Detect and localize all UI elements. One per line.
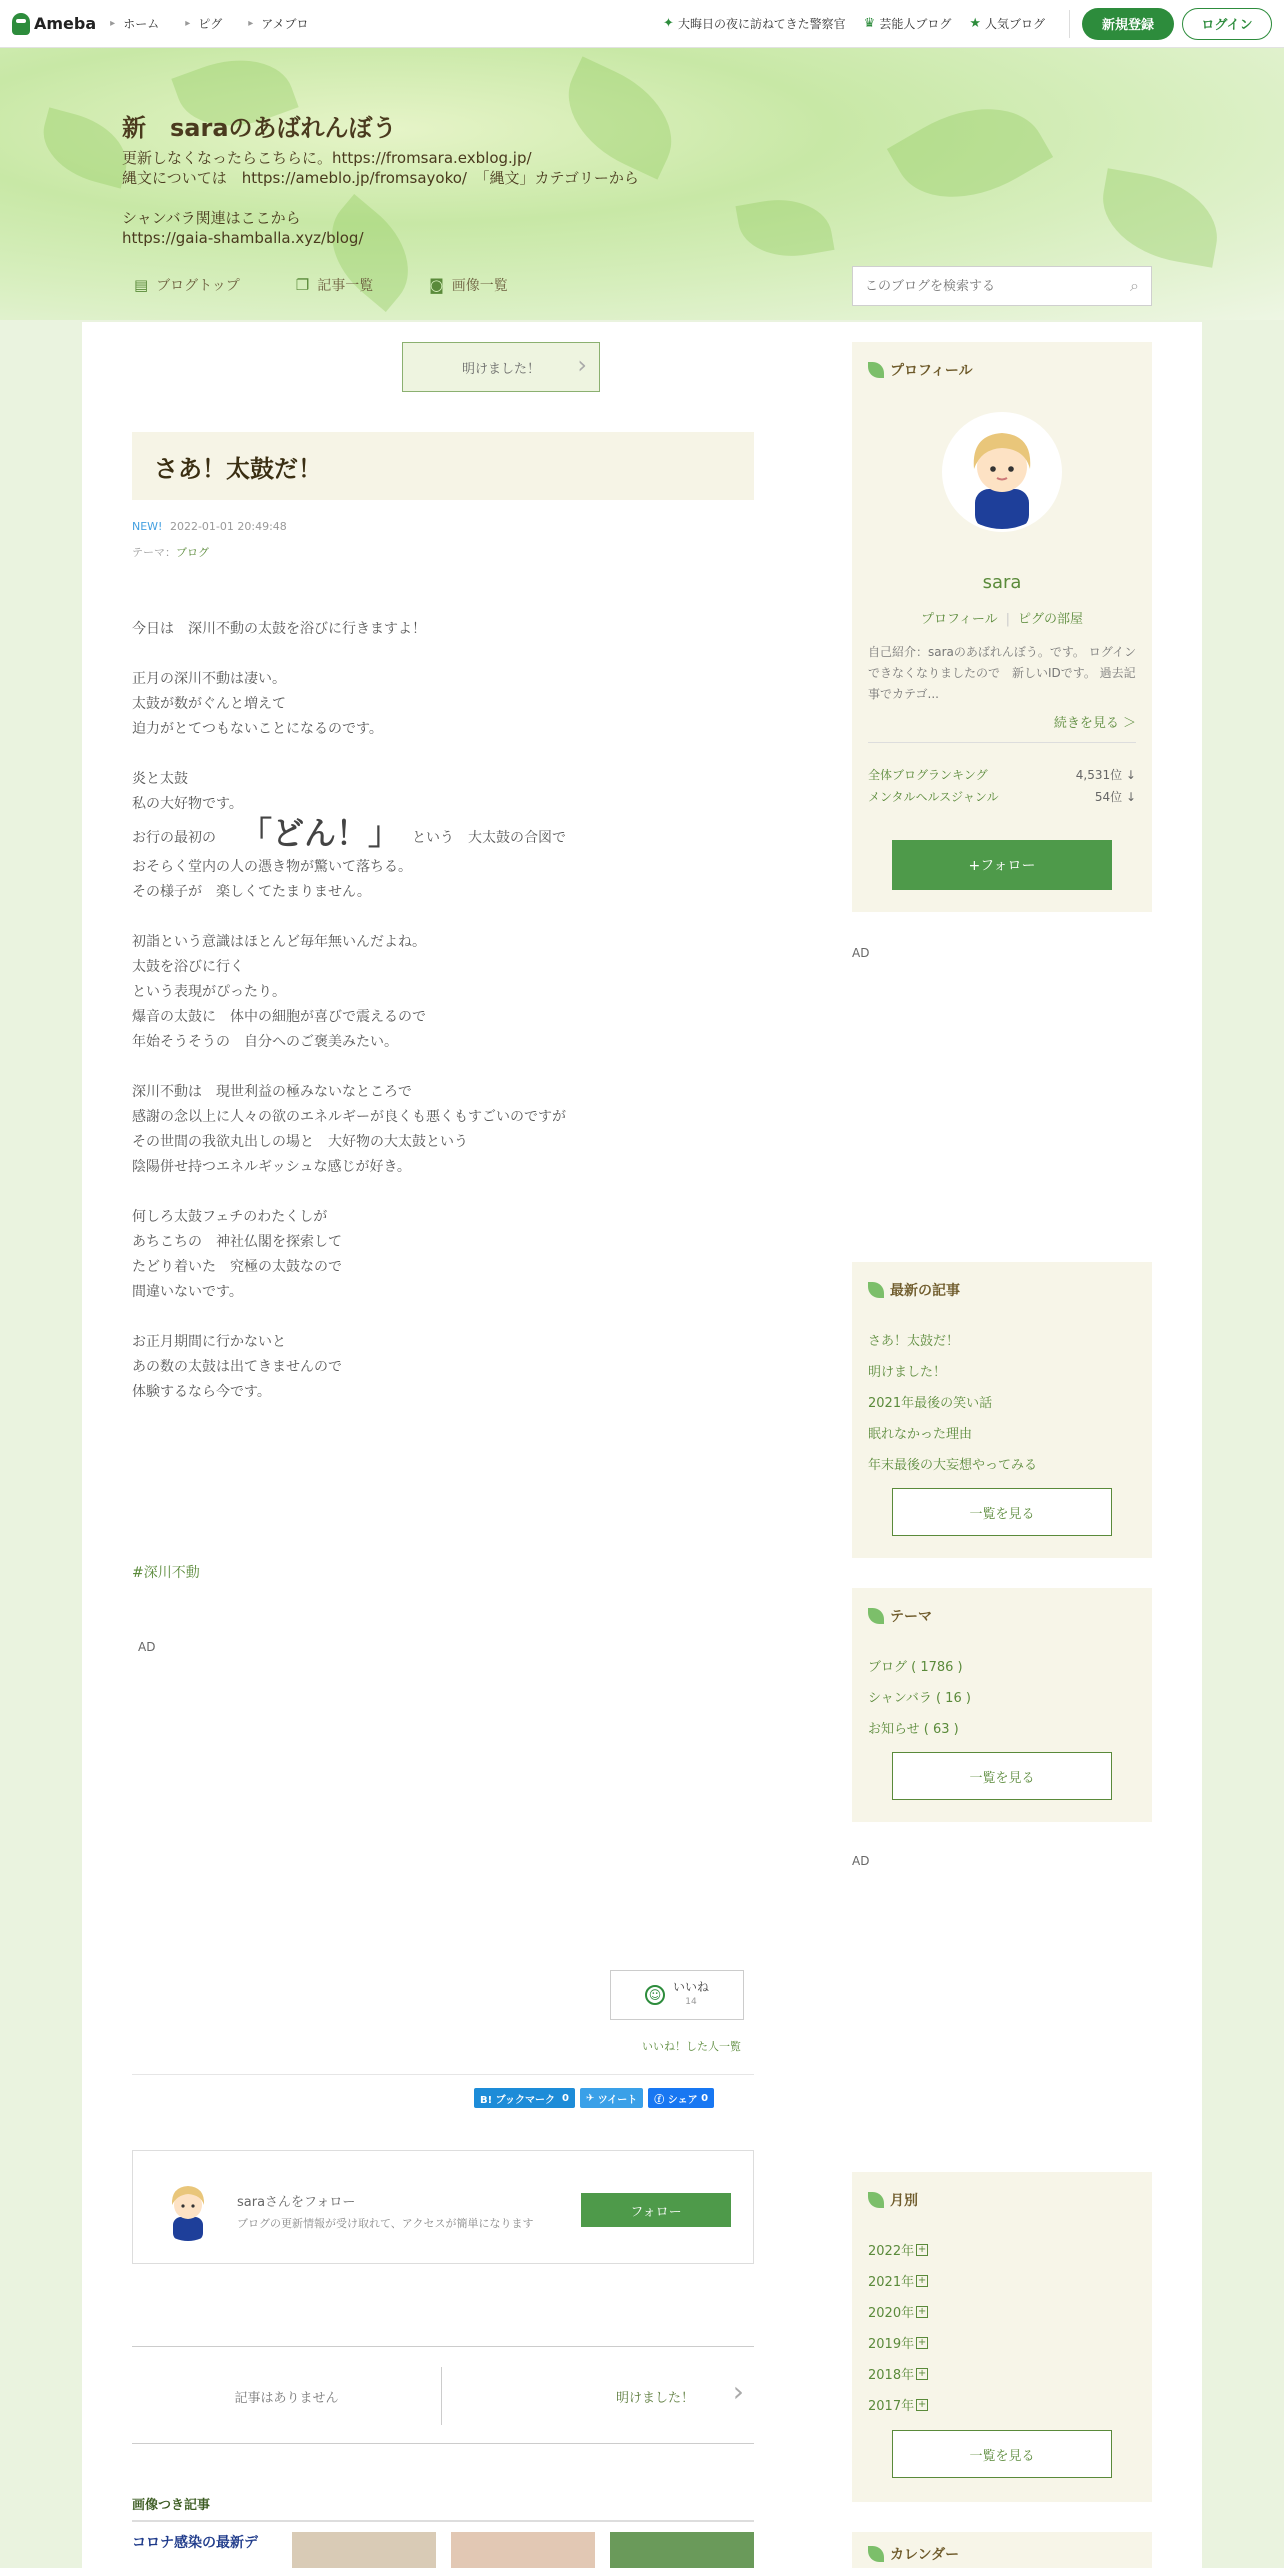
body-line: 迫力がとてつもないことになるのです。: [132, 721, 383, 737]
popular-blog-label: 人気ブログ: [984, 17, 1045, 31]
share-buttons: [474, 2088, 719, 2108]
like-count: 14: [685, 1997, 697, 2007]
ad-label: AD: [852, 946, 870, 960]
latest-heading: [868, 1280, 960, 1300]
body-line: あの数の太鼓は出てきませんので: [132, 1359, 342, 1375]
follow-box: [132, 2150, 754, 2264]
facebook-icon: ⓕ: [654, 2094, 665, 2106]
ranking-value: 54位 ↓: [1094, 790, 1136, 804]
month-item[interactable]: [868, 2271, 928, 2290]
body-line: 炎と太鼓: [132, 771, 188, 787]
divider: [132, 2520, 754, 2522]
body-line: 私の大好物です。: [132, 796, 243, 812]
body-line: おそらく堂内の人の憑き物が驚いて落ちる。: [132, 859, 412, 875]
image-list-link[interactable]: [429, 275, 508, 295]
follow-subtitle: ブログの更新情報が受け取れて、アクセスが簡単になります: [237, 2217, 534, 2230]
entry-list-label: 記事一覧: [317, 278, 374, 294]
copy-icon: ❐: [295, 276, 310, 294]
themes-more-button[interactable]: 一覧を見る: [892, 1752, 1112, 1800]
image-entries: [132, 2532, 769, 2568]
body-line: [132, 642, 732, 667]
profile-name[interactable]: sara: [982, 572, 1022, 593]
blog-nav: [134, 275, 564, 295]
new-badge: NEW!: [132, 520, 163, 533]
trending-link-label: 大晦日の夜に訪ねてきた警察官: [677, 17, 846, 31]
header-divider: [1069, 10, 1070, 38]
theme-link[interactable]: お知らせ ( 63 ): [868, 1722, 959, 1737]
pigg-room-link[interactable]: ピグの部屋: [1018, 612, 1084, 627]
blog-title[interactable]: 新 saraのあばれんぼう: [122, 114, 397, 142]
body-line: その世間の我欲丸出しの場と 大好物の大太鼓という: [132, 1134, 468, 1150]
divider: [868, 742, 1136, 743]
tweet-button[interactable]: [580, 2088, 643, 2108]
body-line: 陰陽併せ持つエネルギッシュな感じが好き。: [132, 1159, 411, 1175]
celebrity-blog-label: 芸能人ブログ: [879, 17, 952, 31]
smile-icon: ☺: [645, 1985, 665, 2005]
leaf-decoration: [34, 107, 136, 188]
separator: |: [1005, 612, 1011, 627]
trending-link[interactable]: [663, 15, 846, 32]
ameba-logo-icon: [12, 13, 30, 35]
blog-search-box: [852, 266, 1152, 306]
blog-description-line: https://gaia-shamballa.xyz/blog/: [122, 229, 364, 247]
divider: [132, 2074, 754, 2075]
body-line: お正月期間に行かないと: [132, 1334, 286, 1350]
body-line: 今日は 深川不動の太鼓を浴びに行きますよ！: [132, 621, 426, 637]
latest-entries-panel: [852, 1262, 1152, 1558]
monthly-heading-label: 月別: [890, 2193, 918, 2209]
latest-more-button[interactable]: 一覧を見る: [892, 1488, 1112, 1536]
entry-list-link[interactable]: [296, 275, 373, 295]
body-line: 何しろ太鼓フェチのわたくしが: [132, 1209, 328, 1225]
body-line: という表現がぴったり。: [132, 984, 286, 1000]
theme-link[interactable]: シャンバラ ( 16 ): [868, 1691, 971, 1706]
popular-blog-link[interactable]: [969, 15, 1045, 32]
body-line: 太鼓が数がぐんと増えて: [132, 696, 286, 712]
celebrity-blog-link[interactable]: [864, 15, 952, 32]
entry-body: [132, 617, 732, 1405]
leaf-icon: [868, 1608, 884, 1624]
login-button[interactable]: ログイン: [1182, 8, 1272, 40]
global-nav: [110, 15, 334, 32]
image-entry-thumbnail[interactable]: [292, 2532, 436, 2568]
profile-panel: [852, 342, 1152, 912]
body-line: 間違いないです。: [132, 1284, 243, 1300]
crown-icon: ♛: [863, 16, 876, 31]
hatena-label: B! ブックマーク: [480, 2094, 555, 2106]
expand-icon[interactable]: +: [917, 2336, 927, 2348]
month-label: 2021年: [868, 2275, 915, 2290]
like-button[interactable]: [610, 1970, 744, 2020]
body-line: [132, 905, 732, 930]
leaf-icon: [868, 2192, 884, 2208]
body-line: その様子が 楽しくてたまりません。: [132, 884, 371, 900]
body-big-text: 「どん！」: [240, 814, 401, 852]
main-area: [82, 322, 1202, 2568]
leaf-icon: [868, 2546, 884, 2562]
theme-link[interactable]: ブログ ( 1786 ): [868, 1660, 963, 1675]
calendar-heading: [868, 2544, 959, 2564]
latest-entry-link[interactable]: 年末最後の大妄想やってみる: [868, 1458, 1038, 1473]
like-text: いいね: [672, 1980, 709, 1994]
leaf-icon: [868, 1282, 884, 1298]
profile-avatar[interactable]: [942, 412, 1062, 532]
header-actions: [663, 8, 1284, 40]
latest-entry-link[interactable]: さあ！太鼓だ！: [868, 1334, 960, 1349]
avatar[interactable]: [155, 2175, 221, 2241]
profile-link[interactable]: プロフィール: [920, 612, 998, 627]
monthly-more-button[interactable]: 一覧を見る: [892, 2430, 1112, 2478]
hashtag-link[interactable]: #深川不動: [132, 1565, 200, 1581]
month-label: 2020年: [868, 2306, 915, 2321]
body-line: 体験するなら今です。: [132, 1384, 271, 1400]
nav-home[interactable]: ▸ ホーム: [110, 15, 159, 32]
theme-label: テーマ：: [132, 546, 176, 559]
profile-description: 自己紹介：saraのあばれんぼう。です。 ログインできなくなりましたので 新しいIDです。 過去記事でカテゴ...: [868, 645, 1137, 701]
fb-label: シェア: [667, 2094, 698, 2106]
themes-heading: [868, 1606, 932, 1626]
ranking-value: 4,531位 ↓: [1075, 768, 1136, 782]
entry-title[interactable]: さあ！太鼓だ！: [132, 432, 754, 500]
entry-datetime: 2022-01-01 20:49:48: [169, 520, 287, 533]
latest-entry-link[interactable]: 眠れなかった理由: [868, 1427, 973, 1442]
leaf-icon: [868, 362, 884, 378]
body-line: 太鼓を浴びに行く: [132, 959, 244, 975]
body-line: 初詣という意識はほとんど毎年無いんだよね。: [132, 934, 426, 950]
camera-icon: ◙: [429, 276, 444, 294]
body-line: 爆音の太鼓に 体中の細胞が喜びで震えるので: [132, 1009, 426, 1025]
blog-top-label: ブログトップ: [156, 278, 240, 294]
global-header: [0, 0, 1284, 48]
profile-more-link[interactable]: 続きを見る ＞: [1053, 716, 1136, 731]
themes-heading-label: テーマ: [890, 1609, 932, 1625]
body-big-after: という 大太鼓の合図で: [412, 830, 567, 846]
ranking-genre[interactable]: [868, 788, 1136, 805]
blog-description-line: 縄文については https://ameblo.jp/fromsayoko/ 「縄文」カテゴリーから: [122, 169, 639, 187]
month-label: 2017年: [868, 2399, 915, 2414]
entry-pager: [132, 2346, 754, 2444]
body-line: たどり着いた 究極の太鼓なので: [132, 1259, 342, 1275]
body-line: あちこちの 神社仏閣を探索して: [132, 1234, 342, 1250]
pager-next[interactable]: 明けました！ ›: [442, 2367, 754, 2425]
month-label: 2018年: [868, 2368, 915, 2383]
body-line: [132, 1180, 732, 1205]
prev-entry-button[interactable]: 明けました！ ›: [402, 342, 600, 392]
body-big-line: [132, 814, 732, 852]
sparkle-icon: ✦: [663, 16, 674, 31]
image-list-label: 画像一覧: [451, 278, 508, 294]
pager-prev: 記事はありません: [132, 2367, 442, 2425]
body-line: 感謝の念以上に人々の欲のエネルギーが良くも悪くもすごいのですが: [132, 1109, 566, 1125]
month-item[interactable]: [868, 2395, 928, 2414]
profile-links: [852, 608, 1152, 627]
follow-title: saraさんをフォロー: [237, 2195, 356, 2210]
body-line: [132, 1305, 732, 1330]
hatena-count: 0: [561, 2092, 569, 2104]
blog-description: [122, 148, 639, 248]
blog-description-line: シャンバラ関連はここから: [122, 209, 301, 227]
register-button[interactable]: 新規登録: [1082, 8, 1174, 40]
entry-theme: [132, 544, 209, 560]
sidebar-follow-button[interactable]: +フォロー: [892, 840, 1112, 890]
month-item[interactable]: [868, 2364, 928, 2383]
blog-description-line: [122, 188, 639, 208]
image-entry-thumbnail[interactable]: [610, 2532, 754, 2568]
latest-entry-link[interactable]: 明けました！: [868, 1365, 947, 1380]
logo-text: Ameba: [34, 14, 97, 33]
facebook-share-button[interactable]: [648, 2088, 714, 2108]
tweet-label: ツイート: [597, 2094, 638, 2106]
avatar-illustration: [945, 415, 1059, 529]
nav-ameblo[interactable]: ▸ アメブロ: [248, 15, 308, 32]
ad-label: AD: [852, 1854, 870, 1868]
ranking-overall[interactable]: [868, 766, 1136, 783]
monthly-panel: [852, 2172, 1152, 2502]
search-icon[interactable]: ⌕: [1130, 276, 1139, 295]
profile-heading-label: プロフィール: [890, 363, 973, 379]
nav-pigg[interactable]: ▸ ピグ: [185, 15, 222, 32]
profile-heading: [868, 360, 973, 380]
month-item[interactable]: [868, 2333, 928, 2352]
theme-link[interactable]: ブログ: [176, 546, 209, 559]
leaf-decoration: [887, 79, 1053, 227]
ranking-label: メンタルヘルスジャンル: [868, 790, 999, 804]
themes-panel: [852, 1588, 1152, 1822]
star-icon: ★: [969, 16, 981, 31]
expand-icon[interactable]: +: [917, 2367, 927, 2379]
monthly-heading: [868, 2190, 918, 2210]
image-entries-title: 画像つき記事: [132, 2498, 211, 2513]
expand-icon[interactable]: +: [917, 2243, 927, 2255]
body-big-before: お行の最初の: [132, 830, 216, 846]
latest-heading-label: 最新の記事: [890, 1283, 960, 1299]
leaf-decoration: [1094, 168, 1226, 268]
expand-icon[interactable]: +: [917, 2398, 927, 2410]
body-line: [132, 742, 732, 767]
entry-meta: [132, 520, 287, 533]
ad-label: AD: [138, 1640, 156, 1654]
twitter-bird-icon: ✈: [585, 2092, 595, 2104]
month-label: 2019年: [868, 2337, 915, 2352]
document-icon: ▤: [134, 276, 149, 294]
expand-icon[interactable]: +: [917, 2305, 927, 2317]
like-users-link[interactable]: いいね！した人一覧: [642, 2040, 741, 2053]
body-line: 正月の深川不動は凄い。: [132, 671, 286, 687]
ranking-label: 全体ブログランキング: [868, 768, 988, 782]
like-label: [673, 1980, 709, 2010]
body-line: 深川不動は 現世利益の極みないなところで: [132, 1084, 412, 1100]
image-entry-thumbnail[interactable]: [451, 2532, 595, 2568]
month-label: 2022年: [868, 2244, 915, 2259]
blog-search-input[interactable]: [865, 279, 1130, 294]
image-entry-caption[interactable]: コロナ感染の最新デ: [132, 2535, 258, 2551]
body-line: 年始そうそうの 自分へのご褒美みたい。: [132, 1034, 398, 1050]
leaf-decoration: [735, 191, 834, 266]
blog-top-link[interactable]: [134, 275, 240, 295]
avatar-illustration: [155, 2175, 221, 2241]
calendar-heading-label: カレンダー: [890, 2547, 960, 2563]
calendar-panel: [852, 2532, 1152, 2568]
follow-button[interactable]: フォロー: [581, 2193, 731, 2227]
month-item[interactable]: [868, 2240, 928, 2259]
blog-description-line: 更新しなくなったらこちらに。https://fromsara.exblog.jp/: [122, 149, 532, 167]
body-line: [132, 1055, 732, 1080]
hatena-bookmark-button[interactable]: [474, 2088, 575, 2108]
month-item[interactable]: [868, 2302, 928, 2321]
fb-count: 0: [701, 2092, 709, 2104]
expand-icon[interactable]: +: [917, 2274, 927, 2286]
latest-entry-link[interactable]: 2021年最後の笑い話: [868, 1396, 993, 1411]
ameba-logo[interactable]: [12, 13, 96, 35]
